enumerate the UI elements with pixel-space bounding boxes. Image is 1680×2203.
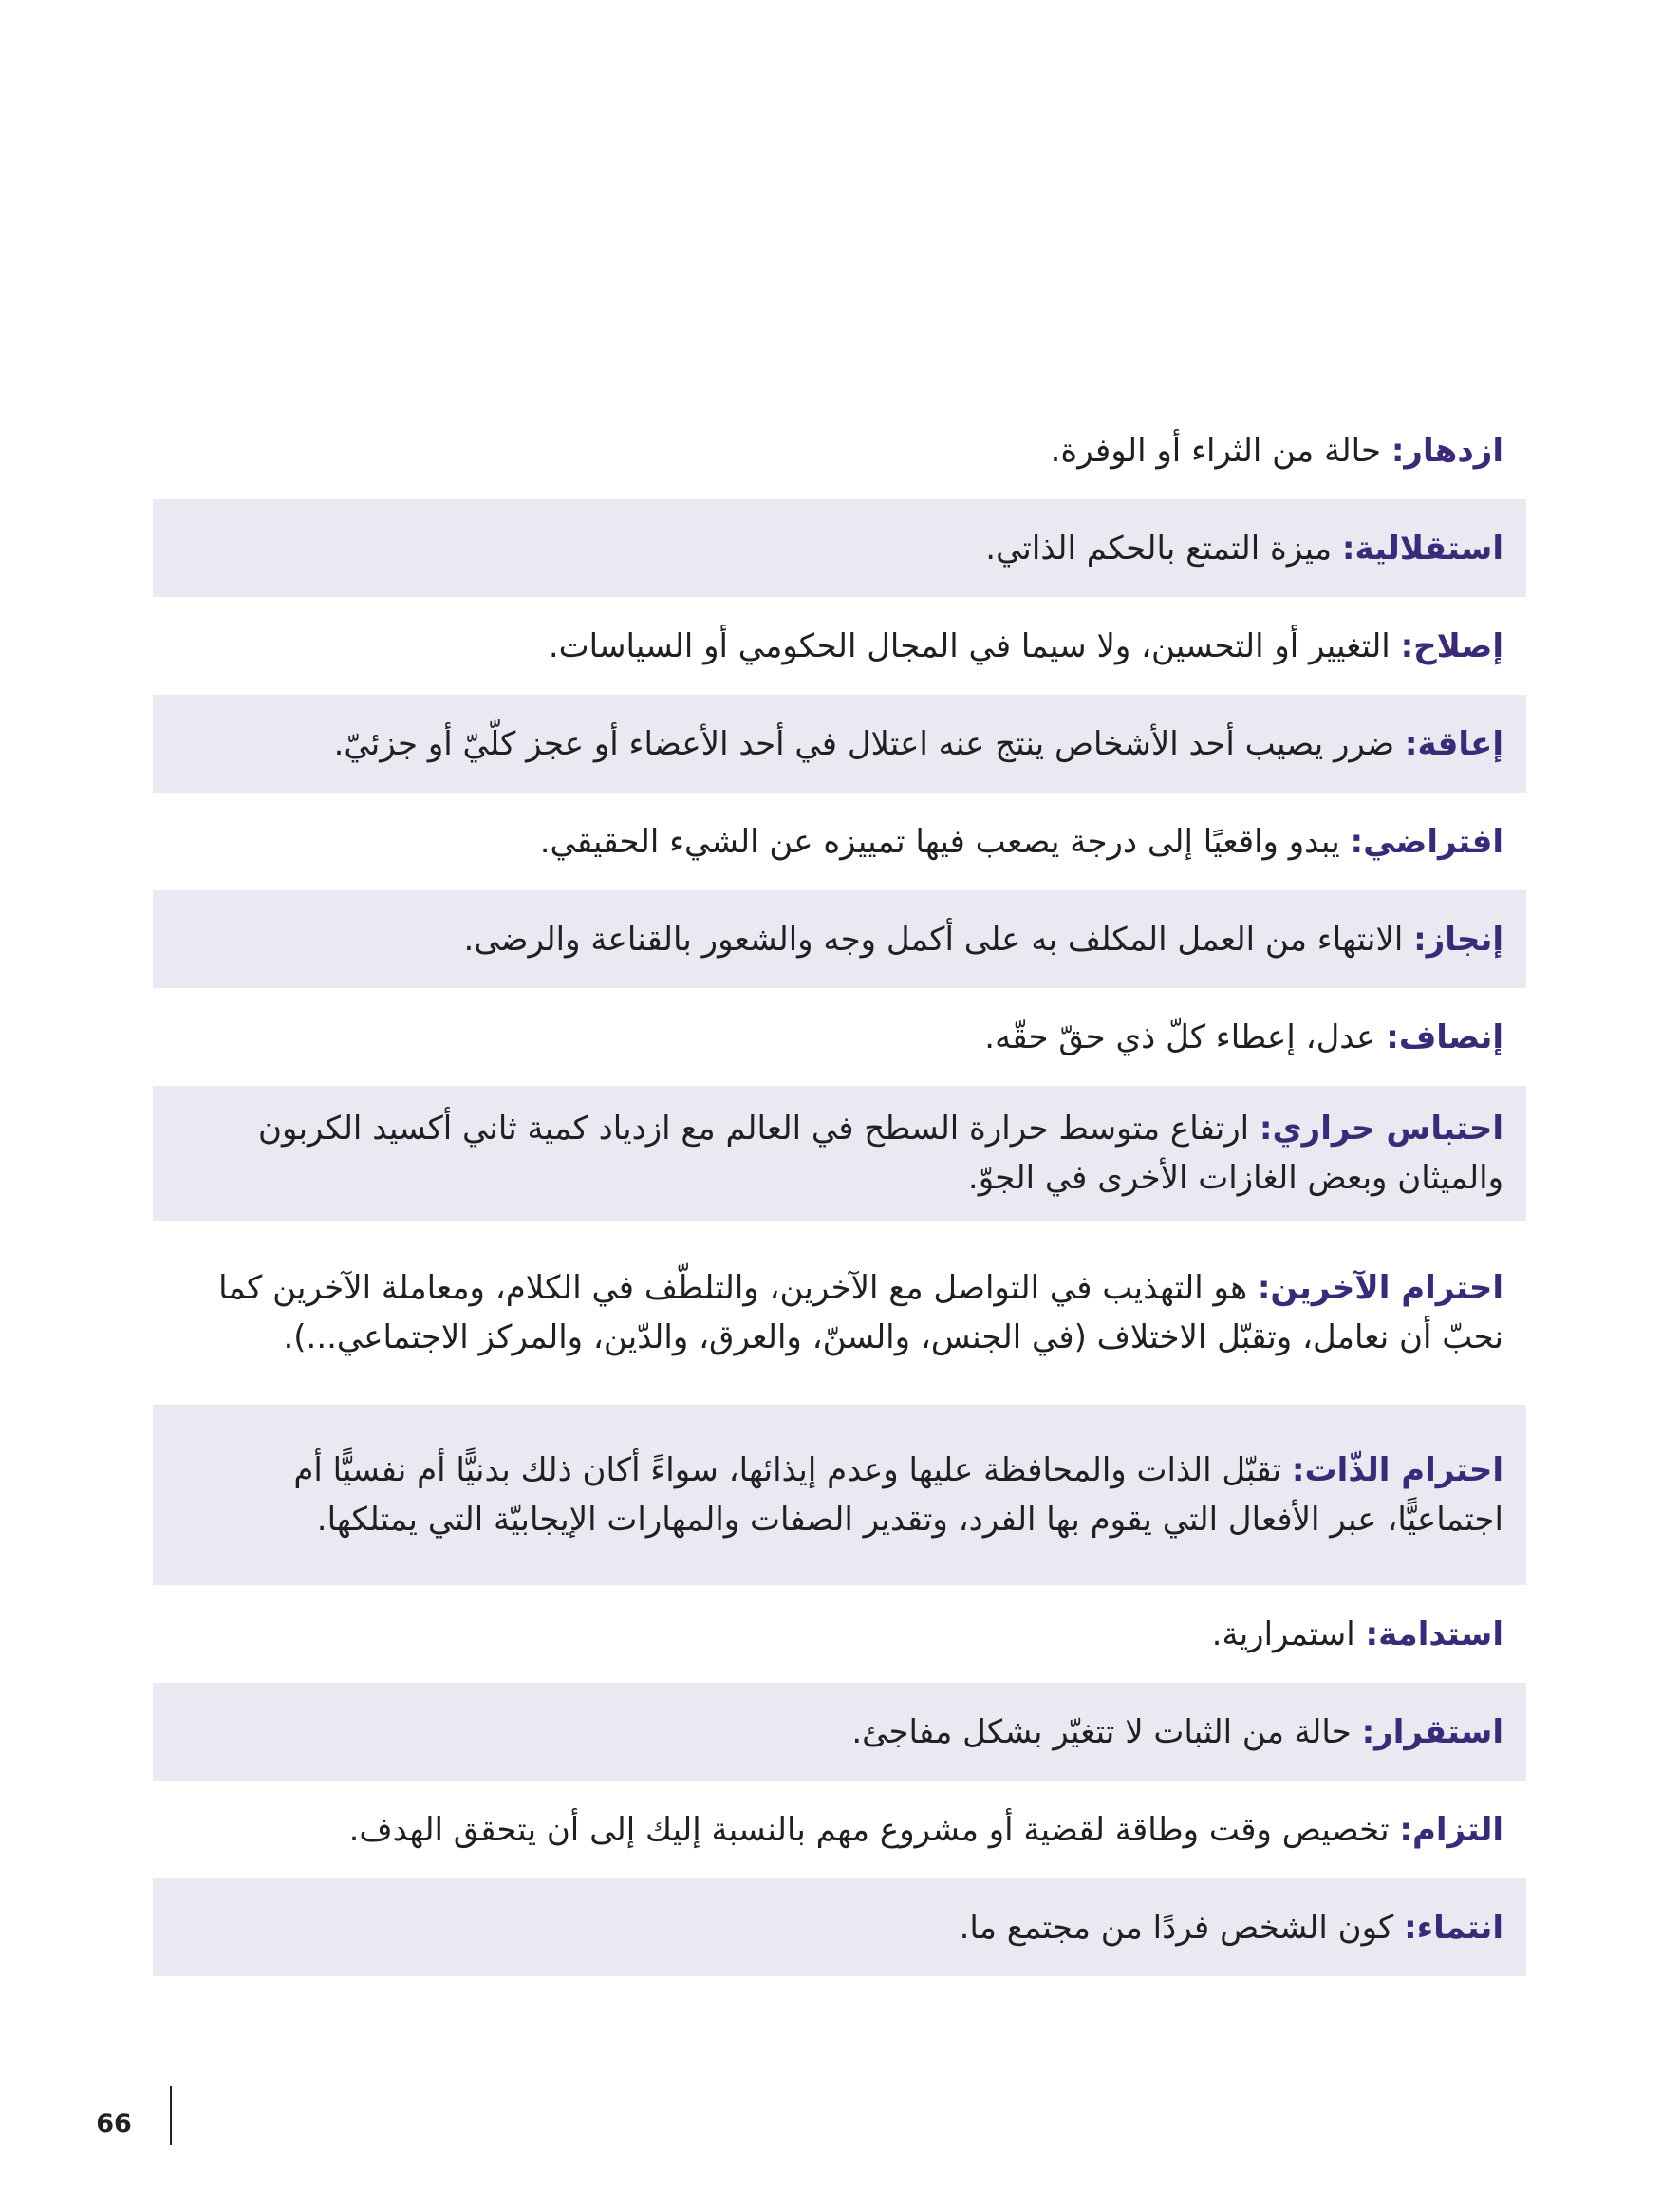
entry-text xyxy=(176,1903,1503,1952)
glossary-entry xyxy=(153,597,1526,695)
entry-definition: حالة من الثراء أو الوفرة. xyxy=(1050,431,1381,470)
entry-term: ازدهار: xyxy=(1391,431,1503,470)
entry-term: احترام الآخرين: xyxy=(1257,1269,1503,1307)
entry-definition: يبدو واقعيًا إلى درجة يصعب فيها تمييزه عن الشيء الحقيقي. xyxy=(539,822,1340,861)
glossary-entry xyxy=(153,499,1526,597)
entry-text xyxy=(176,622,1503,671)
glossary-entry xyxy=(153,1086,1526,1221)
entry-term: استقلالية: xyxy=(1341,529,1503,568)
glossary-entry xyxy=(153,890,1526,988)
entry-definition: ميزة التمتع بالحكم الذاتي. xyxy=(985,529,1333,568)
glossary-entry xyxy=(153,1221,1526,1405)
entry-term: إنصاف: xyxy=(1386,1017,1503,1056)
entry-definition: عدل، إعطاء كلّ ذي حقّ حقّه. xyxy=(984,1017,1376,1056)
entry-definition: تخصيص وقت وطاقة لقضية أو مشروع مهم بالنسبة إليك إلى أن يتحقق الهدف. xyxy=(348,1810,1390,1849)
page-number: 66 xyxy=(96,2109,132,2138)
entry-term: انتماء: xyxy=(1404,1908,1503,1947)
entry-text xyxy=(176,1446,1503,1544)
glossary-entry xyxy=(153,1781,1526,1878)
entry-term: إنجاز: xyxy=(1413,920,1503,959)
entry-term: التزام: xyxy=(1399,1810,1503,1849)
entry-definition: هو التهذيب في التواصل مع الآخرين، والتلطّف في الكلام، ومعاملة الآخرين كما نحبّ أن نعامل، وتقبّل الاختلاف (في الجنس، والسنّ، والعرق، والدّين، والمركز الاجتماعي...). xyxy=(218,1269,1503,1356)
entry-text xyxy=(176,719,1503,769)
entry-term: استدامة: xyxy=(1365,1615,1503,1653)
entry-definition: الانتهاء من العمل المكلف به على أكمل وجه والشعور بالقناعة والرضى. xyxy=(463,920,1404,959)
entry-term: إصلاح: xyxy=(1400,626,1503,665)
entry-term: احتباس حراري: xyxy=(1259,1110,1503,1148)
entry-text xyxy=(176,817,1503,867)
page-number-divider xyxy=(170,2086,172,2145)
glossary-list xyxy=(153,401,1526,1976)
glossary-entry xyxy=(153,1683,1526,1781)
entry-term: افتراضي: xyxy=(1350,822,1503,861)
entry-definition: تقبّل الذات والمحافظة عليها وعدم إيذائها، سواءً أكان ذلك بدنيًّا أم نفسيًّا أم اجتماعيًّا، عبر الأفعال التي يقوم بها الفرد، وتقدير الصفات والمهارات الإيجابيّة التي يمتلكها. xyxy=(293,1451,1503,1539)
glossary-entry xyxy=(153,695,1526,793)
entry-text xyxy=(176,1805,1503,1855)
entry-text xyxy=(176,1708,1503,1757)
entry-definition: ارتفاع متوسط حرارة السطح في العالم مع ازدياد كمية ثاني أكسيد الكربون والميثان وبعض الغازات الأخرى في الجوّ. xyxy=(258,1110,1503,1197)
entry-text xyxy=(176,524,1503,573)
entry-term: استقرار: xyxy=(1361,1712,1503,1751)
entry-definition: كون الشخص فردًا من مجتمع ما. xyxy=(959,1908,1394,1947)
entry-text xyxy=(176,1610,1503,1659)
entry-term: إعاقة: xyxy=(1404,724,1503,763)
glossary-entry xyxy=(153,793,1526,890)
entry-text xyxy=(176,426,1503,476)
glossary-entry xyxy=(153,988,1526,1086)
entry-text xyxy=(176,1263,1503,1362)
entry-definition: استمرارية. xyxy=(1211,1615,1355,1653)
entry-definition: التغيير أو التحسين، ولا سيما في المجال الحكومي أو السياسات. xyxy=(548,626,1391,665)
entry-term: احترام الذّات: xyxy=(1291,1451,1503,1489)
entry-text xyxy=(176,1104,1503,1203)
entry-definition: حالة من الثبات لا تتغيّر بشكل مفاجئ. xyxy=(851,1712,1352,1751)
entry-definition: ضرر يصيب أحد الأشخاص ينتج عنه اعتلال في أحد الأعضاء أو عجز كلّيّ أو جزئيّ. xyxy=(333,724,1395,763)
entry-text xyxy=(176,915,1503,964)
glossary-entry xyxy=(153,1405,1526,1585)
glossary-entry xyxy=(153,1878,1526,1976)
glossary-entry xyxy=(153,401,1526,499)
entry-text xyxy=(176,1013,1503,1062)
glossary-entry xyxy=(153,1585,1526,1683)
